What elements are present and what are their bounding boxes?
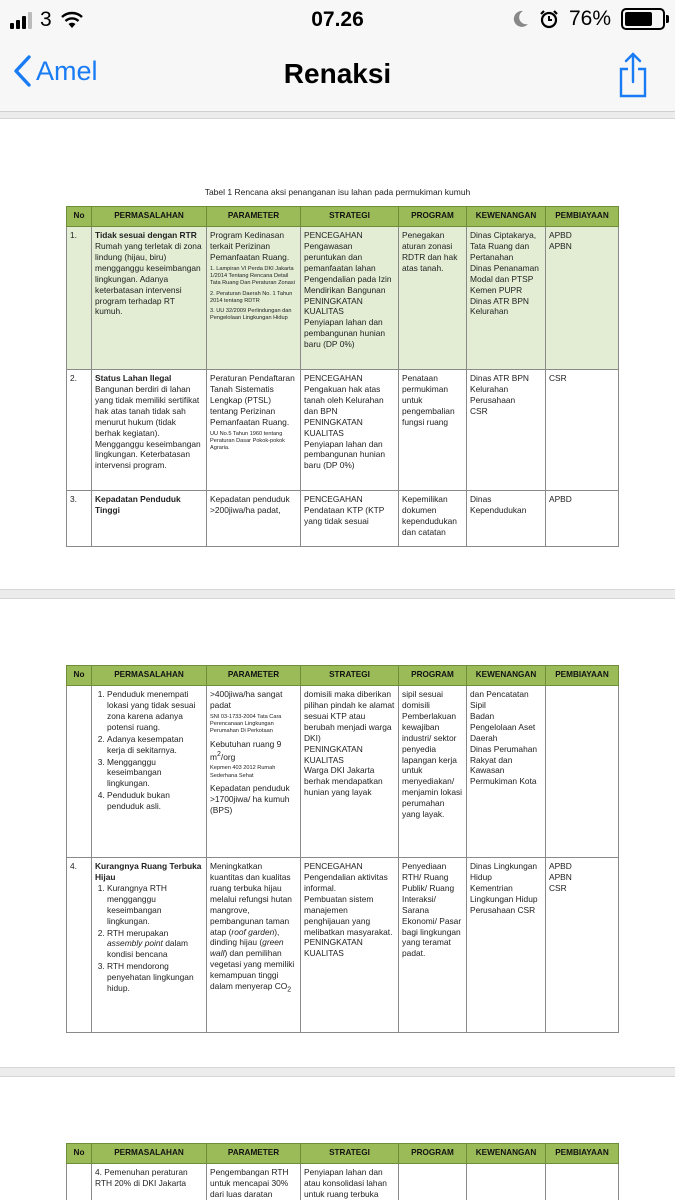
problem-cell: 4. Pemenuhan peraturan RTH 20% di DKI Jakarta <box>92 1164 207 1200</box>
parameter-text-part: Kebutuhan ruang 9 m <box>210 738 282 762</box>
authority-cell: Dinas ATR BPN Kelurahan Perusahaan CSR <box>467 370 546 491</box>
status-bar <box>0 0 675 40</box>
table-caption: Tabel 1 Rencana aksi penanganan isu lahan pada permukiman kumuh <box>204 187 471 197</box>
list-item: 3. Mengganggu keseimbangan lingkungan. <box>107 757 203 790</box>
list-text: dalam kondisi bencana <box>107 938 189 960</box>
parameter-text-part: Meningkatkan kuantitas dan kualitas ruang terbuka hijau melalui refungsi hutan mangrove, pembangunan taman atap ( <box>210 861 292 937</box>
parameter-text: Peraturan Pendaftaran Tanah Sistematis Lengkap (PTSL) tentang Perizinan Pemanfaatan Ruang. <box>210 373 295 427</box>
authority-cell: Dinas Kependudukan <box>467 491 546 547</box>
page-title: Renaksi <box>283 58 392 89</box>
problem-title: Tidak sesuai dengan RTR <box>95 230 197 240</box>
subscript: 2 <box>287 986 292 994</box>
funding-cell: APBD APBN <box>546 227 619 370</box>
program-cell: Penataan permukiman untuk pengembalian fungsi ruang <box>399 370 467 491</box>
program-cell: sipil sesuai domisili Pemberlakuan kewajiban industri/ sektor penyedia lapangan kerja untuk menyediakan/ menjamin lokasi perumahan yang layak. <box>399 686 467 858</box>
problem-text: Rumah yang terletak di zona lindung (hijau, biru) mengganggu keseimbangan lingkungan. Adanya keterbatasan intervensi program terhadap RT kumuh. <box>95 240 202 317</box>
battery-percent: 76% <box>568 7 611 30</box>
parameter-text-part: ) dan pemilihan vegetasi yang memiliki kemampuan tinggi dalam menyerap CO <box>210 948 295 992</box>
parameter-text: >400jiwa/ha sangat padat <box>210 689 283 710</box>
table-row <box>67 858 619 1033</box>
document-page-1 <box>0 118 675 590</box>
carrier-label: 3 <box>40 8 52 31</box>
regulation-note: UU No.5 Tahun 1960 tentang Peraturan Dasar Pokok-pokok Agraria. <box>210 430 285 452</box>
problem-list <box>95 689 203 812</box>
back-button-label: Amel <box>36 55 98 86</box>
funding-cell: CSR <box>546 370 619 491</box>
table-row <box>67 227 619 370</box>
problem-title: Kepadatan Penduduk Tinggi <box>92 491 207 547</box>
parameter-emphasis: green wall <box>210 937 284 959</box>
header-pembiayaan: PEMBIAYAAN <box>546 1144 619 1164</box>
header-kewenangan: KEWENANGAN <box>467 1144 546 1164</box>
alarm-clock-icon <box>539 9 559 29</box>
funding-cell: APBD APBN CSR <box>546 858 619 1033</box>
problem-cell <box>92 370 207 491</box>
status-time: 07.26 <box>311 8 364 31</box>
header-permasalahan: PERMASALAHAN <box>92 1144 207 1164</box>
table-row <box>67 370 619 491</box>
parameter-text-part: /org <box>220 751 236 762</box>
row-number <box>67 1164 92 1200</box>
header-no: No <box>67 666 92 686</box>
problem-cell <box>92 686 207 858</box>
regulation-note: 1. Lampiran VI Perda DKI Jakarta 1/2014 Tentang Rencana Detail Tata Ruang Dan Peraturan Zonasi <box>210 265 295 287</box>
strategy-cell: PENCEGAHAN Pengakuan hak atas tanah oleh Kelurahan dan BPN PENINGKATAN KUALITAS Penyiapan lahan dan pembangunan hunian baru (DP 0%) <box>301 370 399 491</box>
header-parameter: PARAMETER <box>207 207 301 227</box>
document-page-3 <box>0 1076 675 1200</box>
program-cell: Penyediaan RTH/ Ruang Publik/ Ruang Interaksi/ Sarana Ekonomi/ Pasar bagi lingkungan yang teramat padat. <box>399 858 467 1033</box>
row-number: 2. <box>67 370 92 491</box>
action-plan-table <box>66 665 619 1033</box>
authority-cell: dan Pencatatan Sipil Badan Pengelolaan Aset Daerah Dinas Perumahan Rakyat dan Kawasan Permukiman Kota <box>467 686 546 858</box>
parameter-cell <box>207 686 301 858</box>
problem-title: Kurangnya Ruang Terbuka Hijau <box>95 861 202 882</box>
row-number: 4. <box>67 858 92 1033</box>
table-row <box>67 686 619 858</box>
table-header-row <box>67 1144 619 1164</box>
header-kewenangan: KEWENANGAN <box>467 207 546 227</box>
header-permasalahan: PERMASALAHAN <box>92 207 207 227</box>
strategy-cell: domisili maka diberikan pilihan pindah ke alamat sesuai KTP atau berubah menjadi warga DKI) PENINGKATAN KUALITAS Warga DKI Jakarta berhak mendapatkan hunian yang layak <box>301 686 399 858</box>
strategy-cell: PENCEGAHAN Pendataan KTP (KTP yang tidak sesuai <box>301 491 399 547</box>
header-program: PROGRAM <box>399 1144 467 1164</box>
parameter-text: Kepadatan penduduk >1700jiwa/ ha kumuh (BPS) <box>210 782 290 815</box>
table-header-row <box>67 666 619 686</box>
header-pembiayaan: PEMBIAYAAN <box>546 666 619 686</box>
list-item: 2. Adanya kesempatan kerja di sekitarnya. <box>107 734 203 756</box>
battery-icon <box>621 8 665 30</box>
row-number: 3. <box>67 491 92 547</box>
funding-cell <box>546 686 619 858</box>
table-row <box>67 1164 619 1200</box>
problem-title: Status Lahan Ilegal <box>95 373 172 383</box>
authority-cell <box>467 1164 546 1200</box>
action-plan-table <box>66 1143 619 1200</box>
table-header-row <box>67 207 619 227</box>
parameter-text: Program Kedinasan terkait Perizinan Pemanfaatan Ruang. <box>210 230 290 262</box>
regulation-note: 3. UU 32/2009 Perlindungan dan Pengelolaan Lingkungan Hidup <box>210 308 292 322</box>
row-number: 1. <box>67 227 92 370</box>
header-strategi: STRATEGI <box>301 1144 399 1164</box>
parameter-text <box>210 739 297 763</box>
problem-text: Bangunan berdiri di lahan yang tidak memiliki sertifikat hak atas tanah tidak sah menurut hukum (tidak berhak kegiatan). Mengganggu keseimbangan lingkungan. Keterbatasan intervensi program. <box>95 383 201 471</box>
parameter-cell: Pengembangan RTH untuk mencapai 30% dari luas daratan <box>207 1164 301 1200</box>
parameter-cell <box>207 858 301 1033</box>
parameter-cell: Kepadatan penduduk >200jiwa/ha padat, <box>207 491 301 547</box>
superscript: 2 <box>216 750 221 758</box>
document-page-2 <box>0 598 675 1068</box>
header-parameter: PARAMETER <box>207 666 301 686</box>
action-plan-table <box>66 206 619 547</box>
navigation-bar <box>0 40 675 112</box>
strategy-cell: PENCEGAHAN Pengendalian aktivitas informal. Pembuatan sistem manajemen penghijauan yang melibatkan masyarakat. PENINGKATAN KUALITAS <box>301 858 399 1033</box>
header-program: PROGRAM <box>399 666 467 686</box>
header-no: No <box>67 207 92 227</box>
regulation-note: SNI 03-1733-2004 Tata Cara Perencanaan Lingkungan Perumahan Di Perkotaan <box>210 713 282 735</box>
header-kewenangan: KEWENANGAN <box>467 666 546 686</box>
header-pembiayaan: PEMBIAYAAN <box>546 207 619 227</box>
row-number <box>67 686 92 858</box>
regulation-note: Kepmen 403 2012 Rumah Sederhana Sehat <box>210 765 276 779</box>
list-emphasis: assembly point <box>107 938 163 949</box>
parameter-cell <box>207 370 301 491</box>
header-strategi: STRATEGI <box>301 666 399 686</box>
share-button[interactable] <box>619 52 647 103</box>
parameter-emphasis: roof garden <box>231 926 275 937</box>
authority-cell: Dinas Lingkungan Hidup Kementrian Lingkungan Hidup Perusahaan CSR <box>467 858 546 1033</box>
parameter-cell <box>207 227 301 370</box>
header-program: PROGRAM <box>399 207 467 227</box>
table-row <box>67 491 619 547</box>
share-icon <box>619 52 647 98</box>
authority-cell: Dinas Ciptakarya, Tata Ruang dan Pertanahan Dinas Penanaman Modal dan PTSP Kemen PUPR Dinas ATR BPN Kelurahan <box>467 227 546 370</box>
list-text: RTH merupakan <box>107 927 169 938</box>
regulation-note: 2. Peraturan Daerah No. 1 Tahun 2014 tentang RDTR <box>210 290 293 304</box>
list-item: 1. Penduduk menempati lokasi yang tidak sesuai zona karena adanya potensi ruang. <box>107 689 203 733</box>
program-cell <box>399 1164 467 1200</box>
funding-cell <box>546 1164 619 1200</box>
list-item: 1. Kurangnya RTH mengganggu keseimbangan lingkungan. <box>107 883 203 927</box>
header-permasalahan: PERMASALAHAN <box>92 666 207 686</box>
header-no: No <box>67 1144 92 1164</box>
list-item: 3. RTH mendorong penyehatan lingkungan hidup. <box>107 961 203 994</box>
problem-cell <box>92 227 207 370</box>
header-strategi: STRATEGI <box>301 207 399 227</box>
problem-cell <box>92 858 207 1033</box>
list-item: 4. Penduduk bukan penduduk asli. <box>107 790 203 812</box>
list-item <box>107 928 203 961</box>
strategy-cell: PENCEGAHAN Pengawasan peruntukan dan pemanfaatan lahan Pengendalian pada Izin Mendirikan Bangunan PENINGKATAN KUALITAS Penyiapan lahan dan pembangunan hunian baru (DP 0%) <box>301 227 399 370</box>
header-parameter: PARAMETER <box>207 1144 301 1164</box>
funding-cell: APBD <box>546 491 619 547</box>
parameter-text-part: ), dinding hijau ( <box>210 926 280 948</box>
problem-list <box>95 883 203 994</box>
program-cell: Kepemilikan dokumen kependudukan dan catatan <box>399 491 467 547</box>
strategy-cell: Penyiapan lahan dan atau konsolidasi lahan untuk ruang terbuka <box>301 1164 399 1200</box>
program-cell: Penegakan aturan zonasi RDTR dan hak atas tanah. <box>399 227 467 370</box>
moon-icon <box>513 10 529 28</box>
